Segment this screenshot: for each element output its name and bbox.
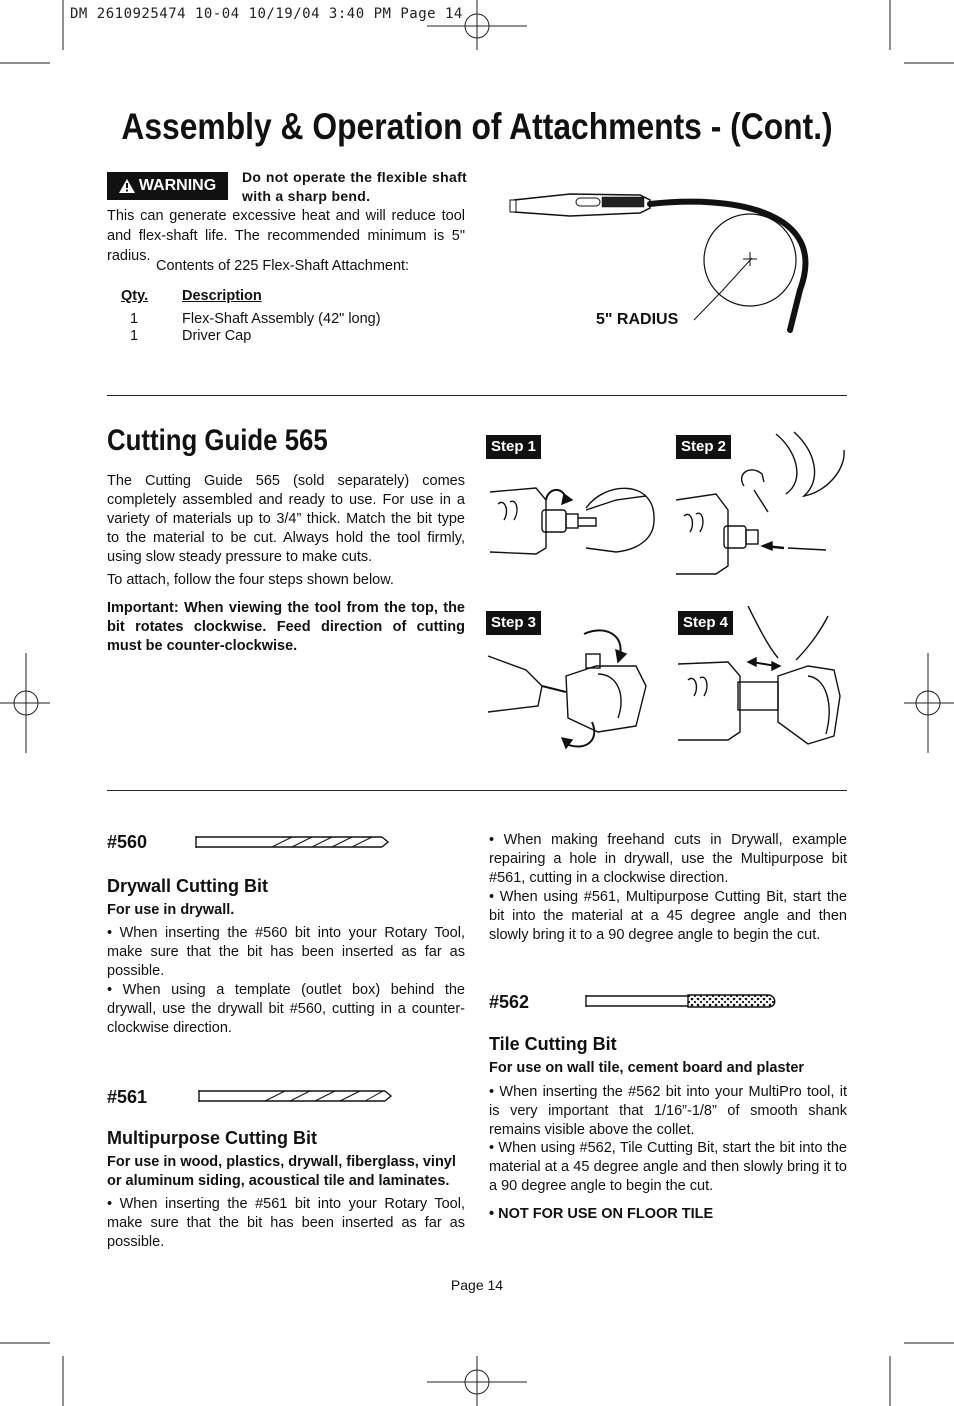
radius-label: 5" RADIUS [596, 311, 679, 328]
warning-triangle-icon [119, 179, 135, 193]
row-desc: Flex-Shaft Assembly (42" long) [182, 311, 381, 327]
bit-560-paragraph: • When using a template (outlet box) behind the drywall, use the drywall bit #560, cutting in a counter-clockwise direction. [107, 982, 465, 1036]
bit-561-paragraph: • When using #561, Multipurpose Cutting Bit, start the bit into the material at a 45 degree angle and then slowly bring it to a 90 degree angle to begin the cut. [489, 889, 847, 943]
bit-561-subtitle: For use in wood, plastics, drywall, fiberglass, vinyl or aluminum siding, acoustical tile and laminates. [107, 1154, 456, 1189]
step-2-illustration [676, 430, 848, 580]
step-4-badge: Step 4 [678, 611, 733, 635]
section-divider [107, 790, 847, 791]
row-qty: 1 [130, 328, 139, 344]
print-slug: DM 2610925474 10-04 10/19/04 3:40 PM Page 14 [70, 6, 463, 22]
bit-560-number: #560 [107, 832, 148, 852]
cutting-guide-title: Cutting Guide 565 [107, 424, 328, 457]
section-divider [107, 395, 847, 396]
bit-560-paragraph: • When inserting the #560 bit into your Rotary Tool, make sure that the bit has been inserted as far as possible. [107, 925, 465, 979]
bit-561-icon [195, 1086, 395, 1106]
col-desc-header: Description [182, 288, 262, 304]
warning-lead-bold: Do not operate the flexible shaft with a sharp bend. [242, 169, 467, 204]
bit-561-number: #561 [107, 1087, 148, 1107]
bit-561-title: Multipurpose Cutting Bit [107, 1128, 317, 1148]
row-desc: Driver Cap [182, 328, 252, 344]
contents-intro: Contents of 225 Flex-Shaft Attachment: [156, 258, 410, 274]
warning-lead [242, 168, 467, 206]
bit-562-subtitle: For use on wall tile, cement board and plaster [489, 1060, 805, 1076]
bit-562-paragraph: • When inserting the #562 bit into your MultiPro tool, it is very important that 1/16”-1/8” of smooth shank remains visible above the collet. [489, 1084, 847, 1138]
row-qty: 1 [130, 311, 139, 327]
step-1-badge: Step 1 [486, 435, 541, 459]
bit-562-icon [582, 991, 782, 1011]
bit-562-title: Tile Cutting Bit [489, 1034, 617, 1054]
step-2-badge: Step 2 [676, 435, 731, 459]
step-4-illustration [678, 606, 850, 752]
col-qty-header: Qty. [121, 288, 149, 304]
bit-562-paragraph: • When using #562, Tile Cutting Bit, start the bit into the material at a 45 degree angle and then slowly bring it to a 90 degree angle to begin the cut. [489, 1140, 847, 1194]
page-title: Assembly & Operation of Attachments - (Cont.) [121, 106, 833, 147]
cutting-guide-important: Important: When viewing the tool from the top, the bit rotates clockwise. Feed direction of cutting must be counter-clockwise. [107, 600, 465, 654]
cutting-guide-paragraph: The Cutting Guide 565 (sold separately) comes completely assembled and ready to use. For use in a variety of materials up to 3/4” thick. Match the bit type to the material to be cut. Always hold the tool firmly, using slow steady pressure to make cuts. [107, 473, 465, 565]
warning-badge [107, 172, 228, 200]
bit-561-paragraph: • When inserting the #561 bit into your Rotary Tool, make sure that the bit has been inserted as far as possible. [107, 1196, 465, 1250]
bit-560-icon [192, 832, 392, 852]
bit-562-note: • NOT FOR USE ON FLOOR TILE [489, 1206, 714, 1222]
bit-561-paragraph: • When making freehand cuts in Drywall, example repairing a hole in drywall, use the Multipurpose bit #561, cutting in a clockwise direction. [489, 832, 847, 886]
page-number: Page 14 [450, 1277, 504, 1293]
bit-560-title: Drywall Cutting Bit [107, 876, 268, 896]
bit-560-subtitle: For use in drywall. [107, 902, 235, 918]
warning-badge-label: WARNING [138, 177, 217, 194]
bit-562-number: #562 [489, 992, 530, 1012]
step-1-illustration [486, 470, 658, 582]
step-3-badge: Step 3 [486, 611, 541, 635]
step-3-illustration [486, 626, 658, 752]
cutting-guide-instruction: To attach, follow the four steps shown below. [107, 572, 394, 588]
warning-body: This can generate excessive heat and will reduce tool and flex-shaft life. The recommended minimum is 5" radius. [107, 208, 465, 264]
